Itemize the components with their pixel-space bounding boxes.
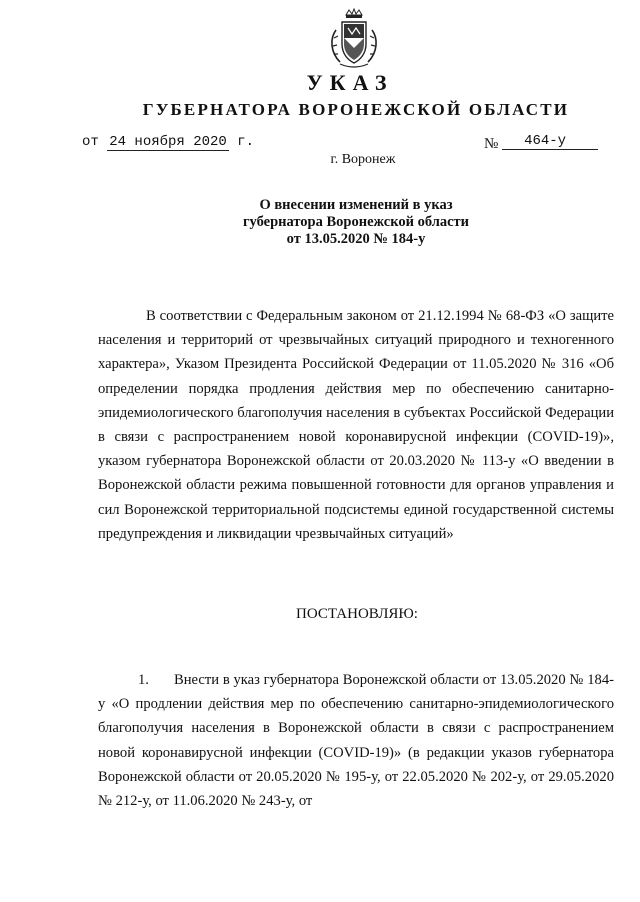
document-subject [0,197,640,248]
issue-date: 24 ноября 2020 [109,134,227,150]
document-type-title: УКАЗ [306,70,394,95]
subject-line: от 13.05.2020 № 184-у [286,231,426,247]
decree-heading: ПОСТАНОВЛЯЮ: [296,606,418,622]
coat-of-arms-icon [326,8,382,70]
preamble-paragraph: В соответствии с Федеральным законом от 21.12.1994 № 68-ФЗ «О защите населения и территорий от чрезвычайных ситуаций природного и техногенного характера», Указом Президента Российской Федерации от 11.05.2020 № 316 «Об определении порядка продления действия мер по обеспечению санитарно-эпидемиологического благополучия населения в субъектах Российской Федерации в связи с распространением новой коронавирусной инфекции (COVID-19)», указом губернатора Воронежской области от 20.03.2020 № 113-у «О введении в Воронежской области режима повышенной готовности для органов управления и сил Воронежской территориальной подсистемы единой государственной системы предупреждения и ликвидации чрезвычайных ситуаций» [98,308,614,542]
item-number: 1. [138,672,149,688]
subject-line: О внесении изменений в указ [259,197,453,213]
subject-line: губернатора Воронежской области [242,214,470,230]
item-text: Внести в указ губернатора Воронежской области от 13.05.2020 № 184-у «О продлении действия мер по обеспечению санитарно-эпидемиологического благополучия населения в Воронежской области в связи с распространением новой коронавирусной инфекции (COVID-19)» (в редакции указов губернатора Воронежской области от 20.05.2020 № 195-у, от 22.05.2020 № 202-у, от 29.05.2020 № 212-у, от 11.06.2020 № 243-у, от [98,672,614,810]
city-label: г. Воронеж [330,152,396,167]
issue-date-line [82,134,254,151]
number-label: № [484,136,499,152]
document-number: 464-у [502,133,598,150]
date-suffix: г. [237,134,255,150]
issuer-title: ГУБЕРНАТОРА ВОРОНЕЖСКОЙ ОБЛАСТИ [142,100,570,119]
item-1-paragraph [98,668,614,813]
date-prefix: от [82,134,99,150]
